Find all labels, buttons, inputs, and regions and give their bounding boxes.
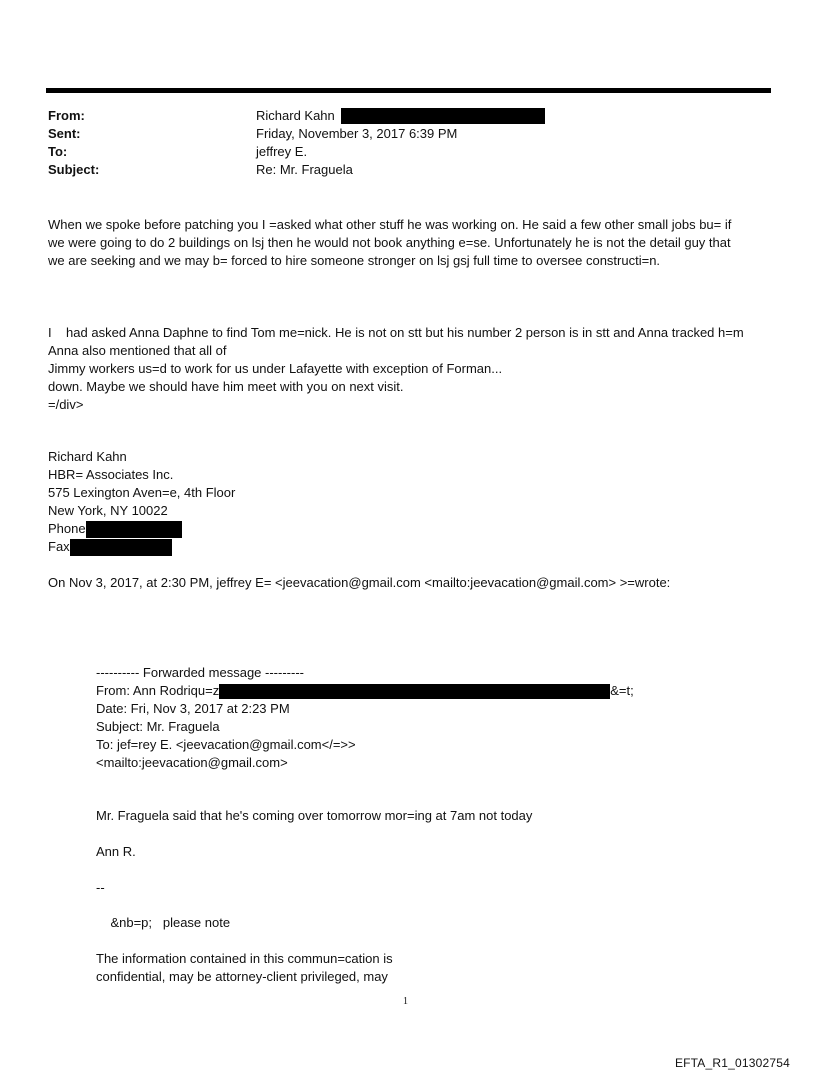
forwarded-from-prefix: From: Ann Rodriqu=z — [96, 683, 220, 698]
quote-intro — [48, 574, 772, 592]
quote-intro-text: On Nov 3, 2017, at 2:30 PM, jeffrey E= <jeevacation@gmail.com <mailto:jeevacation@gmail.com> >=wrote: — [48, 575, 671, 590]
signature-address: 575 Lexington Aven=e, 4th Floor — [48, 485, 236, 500]
signature-city: New York, NY 10022 — [48, 503, 168, 518]
sent-value: Friday, November 3, 2017 6:39 PM — [256, 126, 458, 141]
signature-fax — [48, 538, 772, 556]
forwarded-divider: ---------- Forwarded message --------- — [96, 665, 304, 680]
to-label: To: — [48, 144, 68, 159]
from-name: Richard Kahn — [256, 108, 335, 123]
body-line: I had asked Anna Daphne to find Tom me=nick. He is not on stt but his number 2 person is in stt and Anna tracked h=m — [48, 325, 744, 340]
forwarded-subject: Subject: Mr. Fraguela — [96, 719, 220, 734]
sent-label: Sent: — [48, 126, 81, 141]
subject-label: Subject: — [48, 162, 100, 177]
body-line: Anna also mentioned that all of — [48, 343, 227, 358]
email-header — [48, 107, 768, 179]
body-line: Jimmy workers us=d to work for us under Lafayette with exception of Forman... — [48, 361, 503, 376]
disclaimer-block — [96, 950, 716, 986]
signature-phone — [48, 520, 772, 538]
signature-block — [48, 448, 772, 556]
forwarded-message-body — [96, 807, 716, 825]
redaction-box — [70, 539, 172, 556]
forwarded-from — [96, 682, 716, 700]
forwarded-dashes-block — [96, 879, 716, 897]
phone-label: Phone — [48, 521, 86, 536]
forwarded-note-block — [96, 914, 716, 932]
fax-label: Fax — [48, 539, 70, 554]
to-row — [48, 143, 768, 161]
forwarded-signoff-block — [96, 843, 716, 861]
forwarded-to: To: jef=rey E. <jeevacation@gmail.com</=>> — [96, 737, 356, 752]
body-line: =/div> — [48, 397, 84, 412]
redaction-box — [219, 684, 610, 699]
subject-row — [48, 161, 768, 179]
forwarded-nbsp-note: &nb=p; please note — [96, 915, 231, 930]
forwarded-dashes: -- — [96, 880, 105, 895]
body-line: down. Maybe we should have him meet with you on next visit. — [48, 379, 404, 394]
from-value — [256, 107, 545, 125]
forwarded-message-header — [96, 664, 716, 772]
forwarded-signoff: Ann R. — [96, 844, 136, 859]
signature-name: Richard Kahn — [48, 449, 127, 464]
body-line: we are seeking and we may b= forced to hire someone stronger on lsj gsj full time to oversee constructi=n. — [48, 253, 661, 268]
body-paragraph-1 — [48, 216, 772, 270]
from-row — [48, 107, 768, 125]
signature-company: HBR= Associates Inc. — [48, 467, 174, 482]
disclaimer-line: confidential, may be attorney-client privileged, may — [96, 969, 388, 984]
forwarded-message-text: Mr. Fraguela said that he's coming over tomorrow mor=ing at 7am not today — [96, 808, 533, 823]
sent-row — [48, 125, 768, 143]
body-paragraph-3 — [48, 342, 772, 378]
from-label: From: — [48, 108, 85, 123]
body-line: When we spoke before patching you I =asked what other stuff he was working on. He said a few other small jobs bu= if — [48, 217, 732, 232]
header-rule — [46, 88, 771, 93]
redaction-box — [86, 521, 182, 538]
body-line: we were going to do 2 buildings on lsj then he would not book anything e=se. Unfortunately he is not the detail guy that — [48, 235, 731, 250]
disclaimer-line: The information contained in this commun=cation is — [96, 951, 393, 966]
page-number: 1 — [403, 996, 408, 1007]
to-value: jeffrey E. — [256, 144, 308, 159]
subject-value: Re: Mr. Fraguela — [256, 162, 353, 177]
document-id: EFTA_R1_01302754 — [674, 1056, 790, 1070]
forwarded-date: Date: Fri, Nov 3, 2017 at 2:23 PM — [96, 701, 290, 716]
forwarded-from-suffix: &=t; — [610, 683, 634, 698]
forwarded-to-mailto: <mailto:jeevacation@gmail.com> — [96, 755, 288, 770]
div-close-text — [48, 396, 772, 414]
redaction-box — [341, 108, 545, 124]
